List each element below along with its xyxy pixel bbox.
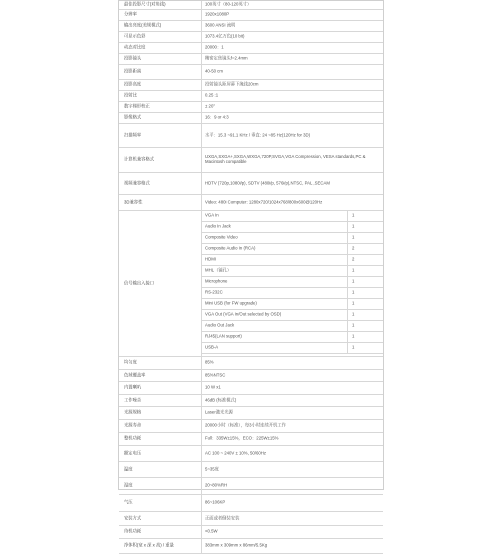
column-divider: [201, 173, 202, 194]
port-row: [202, 288, 383, 299]
column-divider: [347, 332, 348, 342]
port-row: [202, 244, 383, 255]
spec-value: 3600 ANSI 流明: [205, 22, 236, 28]
spec-row: [119, 124, 383, 148]
column-divider: [201, 65, 202, 79]
column-divider: [201, 539, 202, 553]
column-divider: [347, 321, 348, 331]
spec-label: 可显示色彩: [124, 33, 146, 39]
spec-label: 均匀度: [124, 359, 137, 365]
spec-row: [119, 148, 383, 173]
spec-label: 净体积(宽 x 深 x 高) / 重量: [124, 542, 174, 548]
spec-value: <0.5W: [205, 528, 218, 534]
spec-row: [119, 478, 383, 495]
column-divider: [347, 211, 348, 221]
spec-row: [119, 80, 383, 91]
column-divider: [201, 32, 202, 42]
spec-value: 86~106KP: [205, 499, 226, 505]
column-divider: [201, 124, 202, 147]
port-quantity: 1: [352, 333, 355, 339]
spec-row: [119, 43, 383, 54]
spec-value: 20000：1: [205, 44, 224, 50]
spec-label: 投影镜头: [124, 55, 142, 61]
spec-value: 383mm x 309mm x 86mm/5.5Kg: [205, 542, 268, 548]
spec-row: [119, 21, 383, 32]
spec-row: [119, 512, 383, 526]
spec-label: 内置喇叭: [124, 384, 142, 390]
spec-label: 光源规格: [124, 409, 142, 415]
column-divider: [347, 277, 348, 287]
port-name: HDMI: [205, 256, 216, 262]
ports-block: [119, 211, 383, 357]
spec-value: UXGA,SXGA+,SXGA,WXGA,720P,SVGA,VGA Compression, VESA standards,PC & Macintosh compatible: [205, 154, 366, 164]
spec-value: 100英寸（80-120英寸）: [205, 1, 252, 7]
port-row: [202, 211, 383, 222]
column-divider: [347, 343, 348, 353]
spec-label: 输出亮度(美规模式): [124, 22, 162, 28]
port-quantity: 1: [352, 223, 355, 229]
column-divider: [347, 310, 348, 320]
column-divider: [201, 512, 202, 525]
column-divider: [201, 495, 202, 511]
port-name: Microphone: [205, 278, 228, 284]
port-quantity: 2: [352, 256, 355, 262]
spec-row: [119, 462, 383, 478]
column-divider: [201, 113, 202, 123]
column-divider: [201, 10, 202, 20]
spec-row: [119, 446, 383, 462]
port-quantity: 1: [352, 300, 355, 306]
spec-row: [119, 495, 383, 512]
spec-value: Laser激光光源: [205, 409, 233, 415]
spec-label: 安装方式: [124, 515, 142, 521]
spec-label: 整机功耗: [124, 435, 142, 441]
port-row: [202, 321, 383, 332]
spec-value: 投射镜头距屏幕下缘线20cm: [205, 81, 259, 87]
column-divider: [201, 478, 202, 494]
port-name: Audio Out Jack: [205, 322, 235, 328]
column-divider: [347, 233, 348, 243]
spec-row: [119, 382, 383, 395]
port-row: [202, 332, 383, 343]
spec-value: 水平：15.3 ~91.1 KHz / 垂直: 24 ~85 Hz(120Hz for 3D): [205, 132, 311, 138]
port-row: [202, 277, 383, 288]
port-name: Composite Video: [205, 234, 238, 240]
spec-row: [119, 102, 383, 113]
spec-value: HDTV (720p,1080i/p), SDTV (480i/p, 576i/p),NTSC, PAL ,SECAM: [205, 180, 330, 186]
spec-label: 扫描频率: [124, 132, 142, 138]
spec-row: [119, 370, 383, 382]
spec-value: 20~80%RH: [205, 482, 228, 488]
port-name: Mini USB (for FW upgrade): [205, 300, 257, 306]
spec-row: [119, 195, 383, 211]
spec-value: 85%: [205, 359, 214, 365]
ports-label: 信号输出入接口: [124, 280, 155, 286]
spec-label: 投影距离: [124, 68, 142, 74]
port-row: [202, 255, 383, 266]
port-name: Audio In Jack: [205, 223, 231, 229]
spec-row: [119, 32, 383, 43]
port-row: [202, 233, 383, 244]
port-row: [202, 343, 383, 354]
column-divider: [201, 370, 202, 381]
port-quantity: 1: [352, 322, 355, 328]
column-divider: [347, 244, 348, 254]
spec-label: 额定电压: [124, 450, 142, 456]
spec-row: [119, 91, 383, 102]
spec-sheet: [118, 0, 384, 548]
spec-value: 46dB (标准模式): [205, 397, 237, 403]
column-divider: [201, 382, 202, 394]
spec-row: [119, 420, 383, 433]
spec-row: [119, 433, 383, 446]
port-quantity: 1: [352, 278, 355, 284]
port-quantity: 1: [352, 311, 355, 317]
column-divider: [347, 266, 348, 276]
port-quantity: 2: [352, 245, 355, 251]
port-quantity: 1: [352, 234, 355, 240]
column-divider: [201, 54, 202, 64]
column-divider: [347, 299, 348, 309]
spec-value: 1073.4亿万色(10 bit): [205, 33, 245, 39]
spec-value: 16：9 or 4:3: [205, 114, 229, 120]
spec-row: [119, 539, 383, 554]
spec-row: [119, 395, 383, 407]
spec-value: Full：335W±15%，ECO：225W±15%: [205, 435, 279, 441]
spec-label: 温度: [124, 466, 133, 472]
column-divider: [347, 255, 348, 265]
spec-value: AC 100 ~ 240V ± 10%, 50/60Hz: [205, 450, 267, 456]
port-name: USB-A: [205, 344, 219, 350]
spec-row: [119, 173, 383, 195]
column-divider: [201, 526, 202, 538]
spec-row: [119, 407, 383, 420]
column-divider: [201, 420, 202, 432]
spec-value: 精密定焦镜头f=2.4mm: [205, 55, 248, 61]
port-name: Composite Audio In (RCA): [205, 245, 256, 251]
column-divider: [201, 357, 202, 369]
port-row: [202, 299, 383, 310]
spec-value: 10 W x1: [205, 384, 221, 390]
port-name: RS-232C: [205, 289, 223, 295]
spec-label: 工作噪音: [124, 397, 142, 403]
port-quantity: 1: [352, 289, 355, 295]
port-quantity: 1: [352, 212, 355, 218]
column-divider: [201, 91, 202, 101]
spec-label: 分辨率: [124, 11, 137, 17]
column-divider: [201, 148, 202, 172]
spec-label: 投射比: [124, 92, 137, 98]
spec-label: 最佳投影尺寸(对角线): [124, 1, 166, 7]
spec-label: 3D兼容性: [124, 199, 143, 205]
port-quantity: 1: [352, 344, 355, 350]
spec-row: [119, 10, 383, 21]
column-divider: [201, 407, 202, 419]
column-divider: [201, 446, 202, 461]
column-divider: [201, 21, 202, 31]
spec-label: 数字梯形校正: [124, 103, 150, 109]
port-row: [202, 266, 383, 277]
column-divider: [201, 462, 202, 477]
spec-value: Video: 480i Computer: 1280x720/1024x768/800x600@120Hz: [205, 199, 323, 205]
port-name: VGA In: [205, 212, 219, 218]
column-divider: [201, 433, 202, 445]
spec-value: 正面或者倒装安装: [205, 515, 240, 521]
spec-row: [119, 113, 383, 124]
column-divider: [347, 288, 348, 298]
column-divider: [201, 80, 202, 90]
column-divider: [347, 222, 348, 232]
column-divider: [201, 195, 202, 210]
column-divider: [201, 395, 202, 406]
column-divider: [201, 102, 202, 112]
spec-label: 气压: [124, 499, 133, 505]
port-quantity: 1: [352, 267, 355, 273]
port-row: [202, 222, 383, 233]
spec-label: 影像格式: [124, 114, 142, 120]
spec-label: 计算机兼容格式: [124, 156, 155, 162]
spec-label: 湿度: [124, 482, 133, 488]
spec-row: [119, 526, 383, 539]
spec-value: 5~35度: [205, 466, 219, 472]
spec-value: 0.25 :1: [205, 92, 219, 98]
spec-row: [119, 54, 383, 65]
spec-row: [119, 357, 383, 370]
spec-value: 85%NTSC: [205, 372, 226, 378]
spec-value: 1920x1080P: [205, 11, 230, 17]
spec-label: 待机功耗: [124, 528, 142, 534]
spec-label: 光源寿命: [124, 422, 142, 428]
spec-value: 40-50 cm: [205, 68, 223, 74]
port-name: VGA Out (VGA In/Out selected by OSD): [205, 311, 282, 317]
spec-row: [119, 1, 383, 10]
spec-label: 色域覆盖率: [124, 372, 146, 378]
spec-row: [119, 65, 383, 80]
port-name: MHL（镜孔）: [205, 267, 232, 273]
spec-value: ± 20°: [205, 103, 216, 109]
port-name: RJ45(LAN support): [205, 333, 242, 339]
port-row: [202, 310, 383, 321]
spec-label: 投影高度: [124, 81, 142, 87]
spec-value: 20000小时（标准），每3小时连续开机工作: [205, 422, 286, 428]
spec-label: 视频兼容格式: [124, 180, 150, 186]
spec-label: 动态对比度: [124, 44, 146, 50]
column-divider: [201, 43, 202, 53]
column-divider: [201, 1, 202, 9]
